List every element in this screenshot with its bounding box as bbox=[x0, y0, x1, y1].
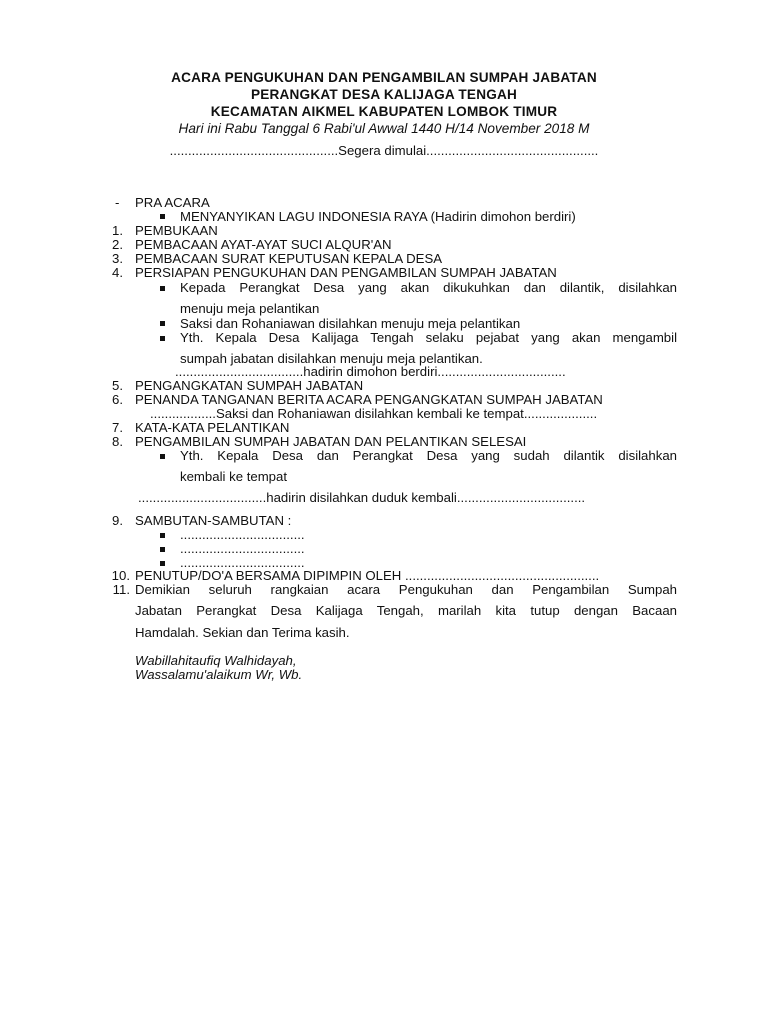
item-9-number: 9. bbox=[112, 513, 123, 528]
item-4-bullet-1-line-1: Kepada Perangkat Desa yang akan dikukuhkan dan dilantik, disilahkan bbox=[180, 280, 677, 295]
closing-line-2: Wassalamu'alaikum Wr, Wb. bbox=[135, 667, 303, 682]
closing-line-1: Wabillahitaufiq Walhidayah, bbox=[135, 653, 297, 668]
item-4-number: 4. bbox=[112, 265, 123, 280]
item-10-text: PENUTUP/DO'A BERSAMA DIPIMPIN OLEH ..................................................... bbox=[135, 568, 600, 583]
item-9-text: SAMBUTAN-SAMBUTAN : bbox=[135, 513, 292, 528]
pra-acara-title: PRA ACARA bbox=[135, 195, 210, 210]
item-2-text: PEMBACAAN AYAT-AYAT SUCI ALQUR'AN bbox=[135, 237, 392, 252]
item-8-number: 8. bbox=[112, 434, 123, 449]
pra-acara-bullet-1: MENYANYIKAN LAGU INDONESIA RAYA (Hadirin dimohon berdiri) bbox=[180, 209, 576, 224]
item-7-number: 7. bbox=[112, 420, 123, 435]
item-11-line-1: Demikian seluruh rangkaian acara Pengukuhan dan Pengambilan Sumpah bbox=[135, 582, 677, 597]
item-4-text: PERSIAPAN PENGUKUHAN DAN PENGAMBILAN SUMPAH JABATAN bbox=[135, 265, 557, 280]
bullet-icon bbox=[160, 336, 165, 341]
start-line: ..............................................Segera dimulai............................................... bbox=[169, 143, 599, 158]
item-6-note: ..................Saksi dan Rohaniawan disilahkan kembali ke tempat.................... bbox=[150, 406, 598, 421]
item-11-line-3: Hamdalah. Sekian dan Terima kasih. bbox=[135, 625, 350, 640]
title-line-3: KECAMATAN AIKMEL KABUPATEN LOMBOK TIMUR bbox=[210, 104, 558, 119]
date-line: Hari ini Rabu Tanggal 6 Rabi'ul Awwal 1440 H/14 November 2018 M bbox=[178, 121, 590, 136]
bullet-icon bbox=[160, 454, 165, 459]
pra-acara-marker: - bbox=[115, 195, 120, 210]
item-8-note: ...................................hadirin disilahkan duduk kembali................................... bbox=[138, 490, 586, 505]
bullet-icon bbox=[160, 321, 165, 326]
item-3-number: 3. bbox=[112, 251, 123, 266]
item-1-text: PEMBUKAAN bbox=[135, 223, 218, 238]
item-2-number: 2. bbox=[112, 237, 123, 252]
item-4-bullet-1-line-2: menuju meja pelantikan bbox=[180, 301, 320, 316]
item-10-number: 10. bbox=[111, 568, 130, 583]
item-9-bullet-3: .................................. bbox=[180, 555, 305, 570]
item-9-bullet-1: .................................. bbox=[180, 527, 305, 542]
bullet-icon bbox=[160, 214, 165, 219]
item-5-text: PENGANGKATAN SUMPAH JABATAN bbox=[135, 378, 364, 393]
item-6-number: 6. bbox=[112, 392, 123, 407]
item-8-bullet-1-line-1: Yth. Kepala Desa dan Perangkat Desa yang sudah dilantik disilahkan bbox=[180, 448, 677, 463]
item-8-text: PENGAMBILAN SUMPAH JABATAN DAN PELANTIKAN SELESAI bbox=[135, 434, 527, 449]
item-4-bullet-3-line-2: sumpah jabatan disilahkan menuju meja pelantikan. bbox=[180, 351, 483, 366]
item-7-text: KATA-KATA PELANTIKAN bbox=[135, 420, 290, 435]
item-1-number: 1. bbox=[112, 223, 123, 238]
bullet-icon bbox=[160, 286, 165, 291]
bullet-icon bbox=[160, 547, 165, 552]
title-line-2: PERANGKAT DESA KALIJAGA TENGAH bbox=[250, 87, 518, 102]
item-11-line-2: Jabatan Perangkat Desa Kalijaga Tengah, marilah kita tutup dengan Bacaan bbox=[135, 603, 677, 618]
item-5-number: 5. bbox=[112, 378, 123, 393]
bullet-icon bbox=[160, 533, 165, 538]
item-4-bullet-3-line-1: Yth. Kepala Desa Kalijaga Tengah selaku pejabat yang akan mengambil bbox=[180, 330, 677, 345]
bullet-icon bbox=[160, 561, 165, 566]
item-4-note: ...................................hadirin dimohon berdiri................................... bbox=[175, 364, 566, 379]
item-6-text: PENANDA TANGANAN BERITA ACARA PENGANGKATAN SUMPAH JABATAN bbox=[135, 392, 603, 407]
item-4-bullet-2: Saksi dan Rohaniawan disilahkan menuju meja pelantikan bbox=[180, 316, 521, 331]
title-line-1: ACARA PENGUKUHAN DAN PENGAMBILAN SUMPAH JABATAN bbox=[171, 70, 597, 85]
item-8-bullet-1-line-2: kembali ke tempat bbox=[180, 469, 288, 484]
item-3-text: PEMBACAAN SURAT KEPUTUSAN KEPALA DESA bbox=[135, 251, 443, 266]
item-11-number: 11. bbox=[112, 582, 130, 597]
item-9-bullet-2: .................................. bbox=[180, 541, 305, 556]
